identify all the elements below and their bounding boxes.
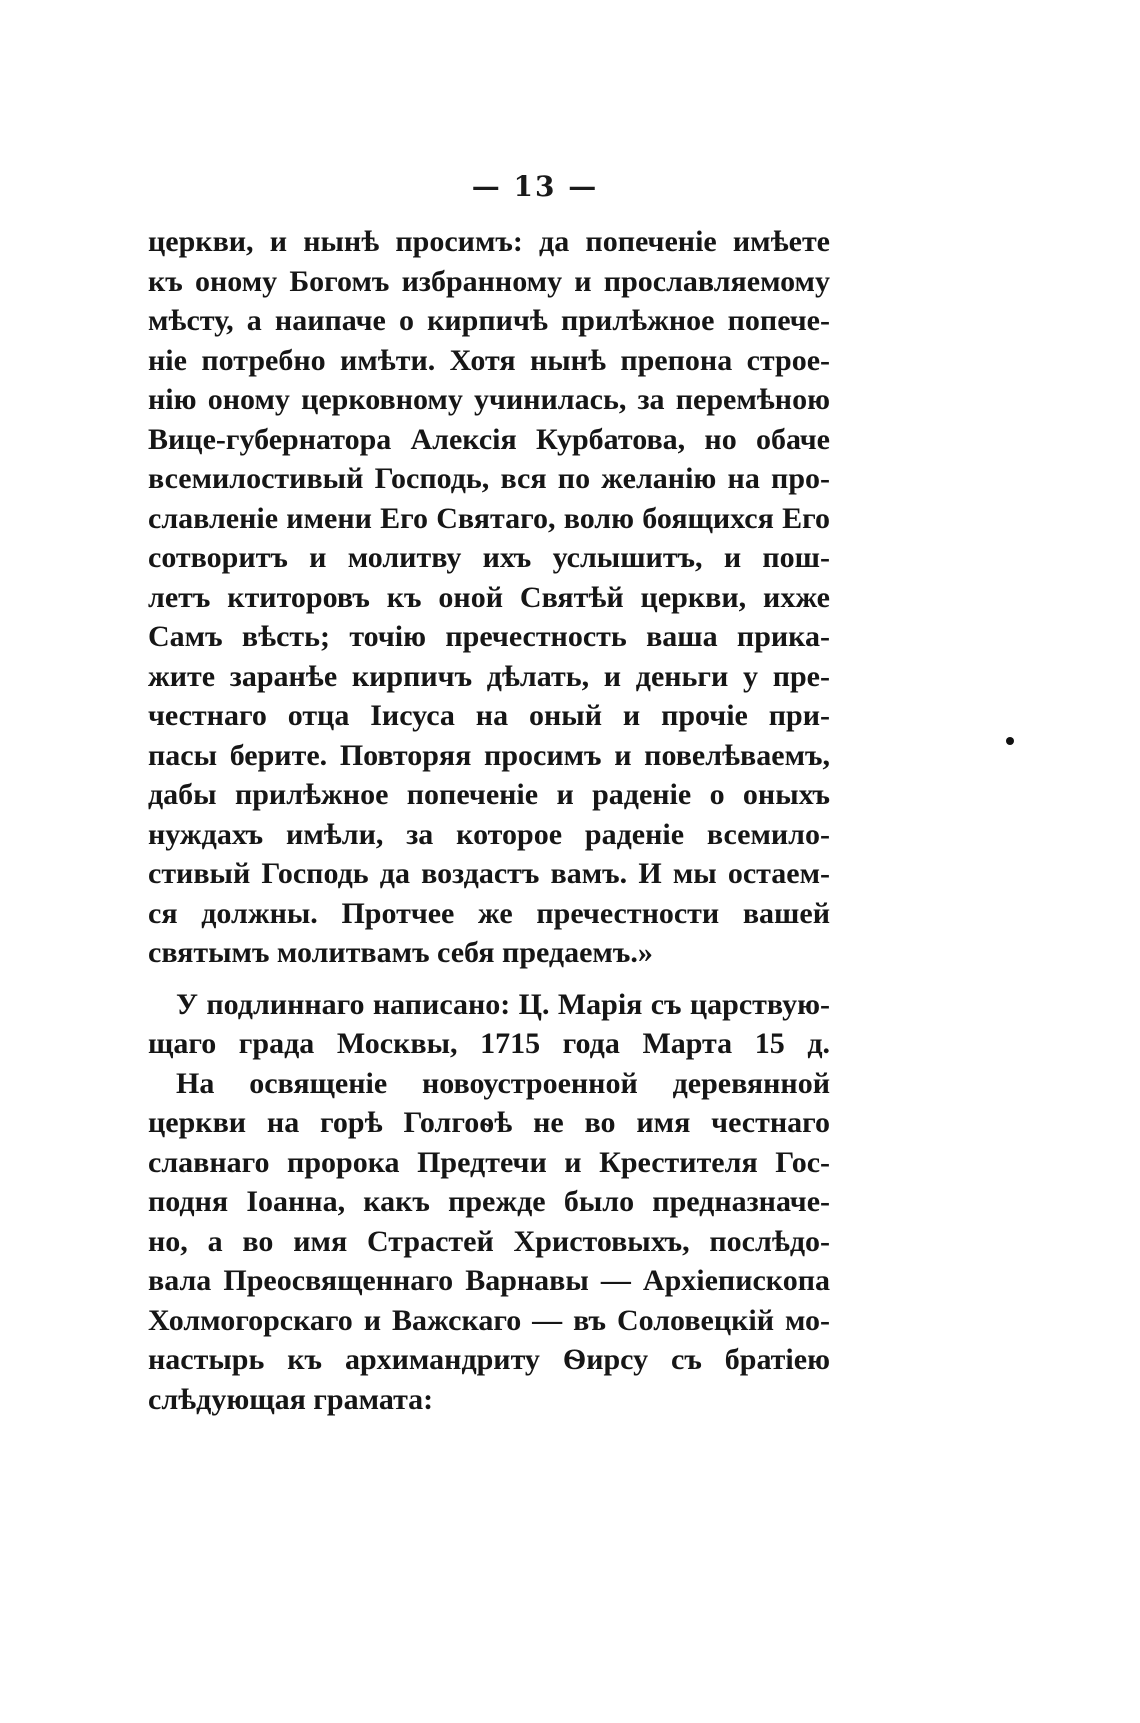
text-line: подня Іоанна, какъ прежде было предназначе- [148, 1185, 830, 1218]
text-line: святымъ молитвамъ себя предаемъ.» [148, 936, 653, 969]
text-line: настырь къ архимандриту Ѳирсу съ братіею [148, 1343, 830, 1376]
text-line: церкви на горѣ Голгоѳѣ не во имя честнаго [148, 1106, 830, 1139]
text-line: ніе потребно имѣти. Хотя нынѣ препона строе- [148, 343, 830, 377]
text-line: честнаго отца Іисуса на оный и прочіе при- [148, 699, 830, 732]
text-line: сотворитъ и молитву ихъ услышитъ, и пош- [148, 541, 830, 574]
text-line: церкви, и нынѣ просимъ: да попеченіе имѣете [148, 225, 830, 258]
text-line: жите заранѣе кирпичъ дѣлать, и деньги у пре- [148, 659, 830, 693]
text-line: нію оному церковному учинилась, за перемѣною [148, 383, 830, 416]
page-text [148, 222, 830, 1419]
text-line: славленіе имени Его Святаго, волю боящихся Его [148, 501, 830, 535]
text-line: ся должны. Протчее же пречестности вашей [148, 896, 830, 930]
text-line: стивый Господь да воздастъ вамъ. И мы остаем- [148, 857, 830, 890]
ink-speck [1006, 737, 1014, 745]
text-line: славнаго пророка Предтечи и Крестителя Гос- [148, 1145, 830, 1179]
text-line: къ оному Богомъ избранному и прославляемому [148, 264, 830, 298]
text-line: всемилостивый Господь, вся по желанію на про- [148, 462, 830, 495]
text-line: летъ ктиторовъ къ оной Святѣй церкви, ихже [148, 580, 830, 614]
text-line: слѣдующая грамата: [148, 1382, 434, 1416]
text-line: Вице-губернатора Алексія Курбатова, но обаче [148, 422, 830, 456]
paragraph-gap [148, 973, 830, 985]
text-line: нуждахъ имѣли, за которое раденіе всемило- [148, 817, 830, 851]
text-line: щаго града Москвы, 1715 года Марта 15 д. [148, 1027, 830, 1060]
text-line: дабы прилѣжное попеченіе и раденіе о оныхъ [148, 778, 830, 811]
text-line: пасы берите. Повторяя просимъ и повелѣваемъ, [148, 738, 830, 772]
text-line: Холмогорскаго и Важскаго — въ Соловецкій мо- [148, 1303, 830, 1337]
text-line: Самъ вѣсть; точію пречестность ваша прика- [148, 620, 830, 653]
text-line: но, а во имя Страстей Христовыхъ, послѣдо- [148, 1224, 830, 1258]
text-line: вала Преосвященнаго Варнавы — Архіепископа [148, 1264, 830, 1297]
text-line: На освященіе новоустроенной деревянной [176, 1066, 830, 1100]
text-line: мѣсту, а наипаче о кирпичѣ прилѣжное попече- [148, 304, 830, 337]
text-line: У подлиннаго написано: Ц. Марія съ царствую- [176, 987, 830, 1021]
page-number: — 13 — [471, 170, 599, 203]
